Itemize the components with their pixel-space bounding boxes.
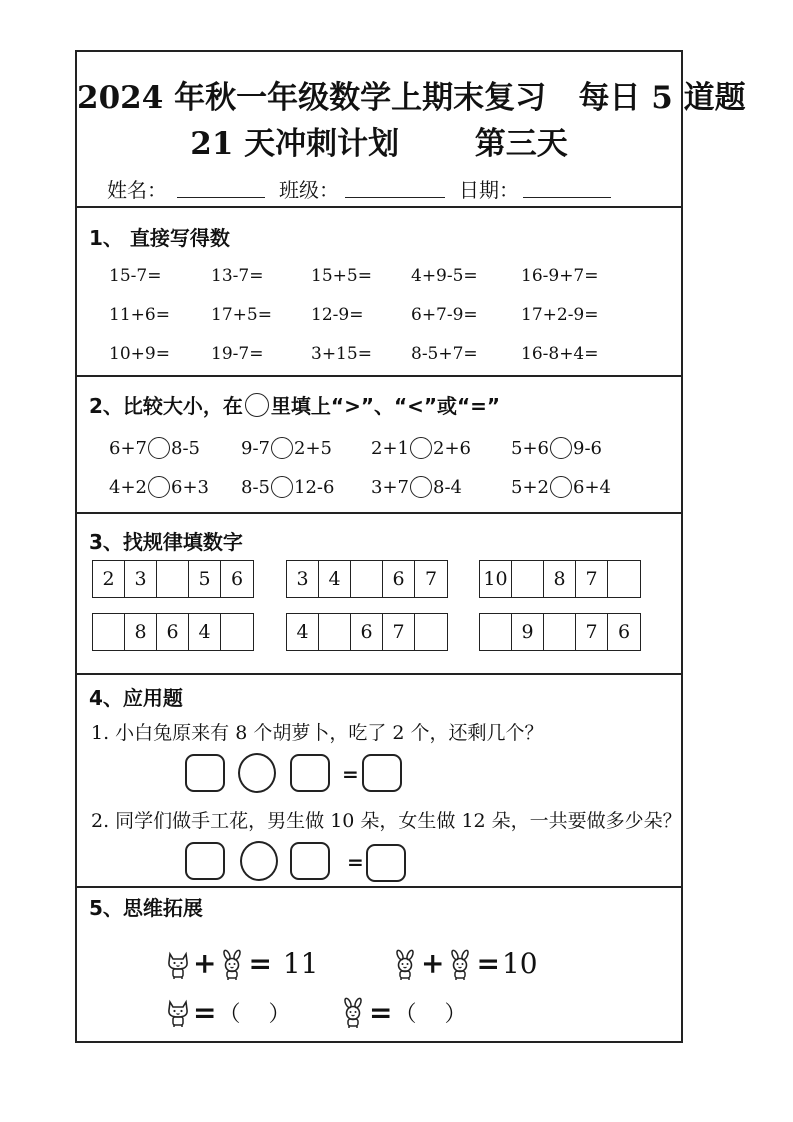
- sequence-row: [479, 560, 641, 598]
- rabbit-icon: [218, 946, 246, 981]
- calc-problem: 13-7=: [211, 266, 264, 286]
- sequence-cell: 4: [189, 614, 221, 650]
- date-blank[interactable]: [523, 197, 611, 198]
- sequence-cell: 8: [125, 614, 157, 650]
- calc-problem: 15+5=: [311, 266, 372, 286]
- name-label: 姓名：: [107, 178, 167, 202]
- right-expression: 2+5: [294, 437, 332, 459]
- section-2-title-b: 里填上“>”、“<”或“=”: [270, 394, 501, 418]
- divider: [77, 375, 681, 377]
- right-expression: 6+4: [573, 476, 611, 498]
- sequence-cell: 6: [351, 614, 383, 650]
- answer-box[interactable]: [290, 842, 330, 880]
- puzzle-answer-rabbit: [339, 996, 466, 1029]
- worksheet: [75, 50, 746, 1042]
- calc-problem: 17+5=: [211, 305, 272, 325]
- sequence-blank-cell[interactable]: [351, 561, 383, 597]
- right-expression: 2+6: [433, 437, 471, 459]
- sequence-blank-cell[interactable]: [480, 614, 512, 650]
- left-expression: 5+2: [511, 476, 549, 498]
- answer-blank[interactable]: （ ）: [394, 1002, 467, 1027]
- sequence-cell: 6: [617, 621, 631, 643]
- sequence-cell: 6: [157, 614, 189, 650]
- class-blank[interactable]: [345, 197, 445, 198]
- compare-circle[interactable]: [148, 476, 170, 498]
- divider: [77, 886, 681, 888]
- sequence-row: [286, 613, 448, 651]
- compare-circle[interactable]: [410, 476, 432, 498]
- result-box[interactable]: [366, 844, 406, 882]
- compare-problem: [511, 476, 611, 498]
- compare-problem: [511, 437, 602, 459]
- result-box[interactable]: [362, 754, 402, 792]
- equals-sign: =: [476, 946, 500, 980]
- sum-value: 10: [501, 946, 538, 980]
- left-expression: 4+2: [109, 476, 147, 498]
- sequence-cell: 7: [424, 568, 438, 590]
- sum-value: 11: [273, 946, 319, 980]
- equals-sign: =: [347, 850, 364, 874]
- right-expression: 8-5: [171, 437, 200, 459]
- compare-problem: [241, 476, 334, 498]
- calc-problem: 16-8+4=: [521, 344, 599, 364]
- calc-problem: 6+7-9=: [411, 305, 478, 325]
- cat-icon: [165, 998, 191, 1028]
- left-expression: 8-5: [241, 476, 270, 498]
- compare-circle[interactable]: [271, 437, 293, 459]
- sequence-cell: 7: [383, 614, 415, 650]
- left-expression: 5+6: [511, 437, 549, 459]
- sequence-row: [92, 560, 254, 598]
- sequence-cell: 7: [576, 614, 608, 650]
- sequence-cell: 4: [319, 561, 351, 597]
- sequence-cell: 10: [480, 561, 512, 597]
- sequence-blank-cell[interactable]: [512, 561, 544, 597]
- divider: [77, 206, 681, 208]
- section-5-title: 5、思维拓展: [89, 896, 203, 920]
- compare-problem: [109, 437, 200, 459]
- calc-problem: 8-5+7=: [411, 344, 478, 364]
- puzzle-equation-1: [165, 946, 318, 981]
- compare-problem: [371, 437, 471, 459]
- name-blank[interactable]: [177, 197, 265, 198]
- calc-problem: 10+9=: [109, 344, 170, 364]
- sequence-cell: 2: [93, 561, 125, 597]
- compare-circle[interactable]: [148, 437, 170, 459]
- equals-sign: =: [248, 946, 272, 980]
- answer-box[interactable]: [185, 754, 225, 792]
- section-2-title-a: 2、比较大小，在: [89, 394, 243, 418]
- sequence-blank-cell[interactable]: [157, 561, 189, 597]
- title-line-1: 2024 年秋一年级数学上期末复习 每日 5 道题: [77, 80, 746, 116]
- sequence-blank-cell[interactable]: [221, 614, 253, 650]
- rabbit-icon: [391, 946, 419, 981]
- sequence-blank-cell[interactable]: [544, 614, 576, 650]
- divider: [77, 673, 681, 675]
- calc-problem: 11+6=: [109, 305, 170, 325]
- bottom-border: [75, 1041, 683, 1043]
- puzzle-equation-2: [391, 946, 538, 981]
- sequence-cell: 5: [189, 561, 221, 597]
- question-2: 2. 同学们做手工花，男生做 10 朵，女生做 12 朵，一共要做多少朵？: [91, 810, 682, 832]
- sequence-row: [479, 613, 641, 651]
- answer-blank[interactable]: （ ）: [218, 1002, 291, 1027]
- sequence-row: [286, 560, 448, 598]
- title-line-2: 21 天冲刺计划 第三天: [190, 126, 568, 162]
- left-expression: 6+7: [109, 437, 147, 459]
- left-expression: 2+1: [371, 437, 409, 459]
- right-expression: 9-6: [573, 437, 602, 459]
- compare-circle[interactable]: [410, 437, 432, 459]
- calc-problem: 17+2-9=: [521, 305, 599, 325]
- compare-problem: [109, 476, 209, 498]
- class-label: 班级：: [279, 178, 339, 202]
- section-4-title: 4、应用题: [89, 686, 183, 710]
- date-label: 日期：: [459, 178, 519, 202]
- divider: [77, 512, 681, 514]
- compare-circle[interactable]: [550, 476, 572, 498]
- sequence-cell: 6: [230, 568, 244, 590]
- compare-circle[interactable]: [271, 476, 293, 498]
- sequence-blank-cell[interactable]: [415, 614, 447, 650]
- answer-box[interactable]: [290, 754, 330, 792]
- operator-circle[interactable]: [238, 753, 276, 793]
- sequence-row: [92, 613, 254, 651]
- section-3-title: 3、找规律填数字: [89, 530, 243, 554]
- plus-sign: +: [193, 946, 217, 980]
- calc-problem: 12-9=: [311, 305, 364, 325]
- equals-sign: =: [342, 762, 359, 786]
- cat-icon: [165, 947, 191, 981]
- sequence-blank-cell[interactable]: [93, 614, 125, 650]
- right-expression: 6+3: [171, 476, 209, 498]
- plus-sign: +: [421, 946, 445, 980]
- calc-problem: 3+15=: [311, 344, 372, 364]
- circle-icon: [245, 393, 269, 417]
- sequence-cell: 6: [383, 561, 415, 597]
- section-1-title: 1、 直接写得数: [89, 226, 230, 250]
- right-expression: 12-6: [294, 476, 335, 498]
- sequence-cell: 3: [125, 561, 157, 597]
- compare-problem: [241, 437, 332, 459]
- right-expression: 8-4: [433, 476, 462, 498]
- answer-box[interactable]: [185, 842, 225, 880]
- rabbit-icon: [446, 946, 474, 981]
- sequence-cell: 8: [544, 561, 576, 597]
- rabbit-icon: [339, 997, 367, 1029]
- sequence-blank-cell[interactable]: [319, 614, 351, 650]
- calc-problem: 15-7=: [109, 266, 162, 286]
- calc-problem: 4+9-5=: [411, 266, 478, 286]
- sequence-cell: 4: [287, 614, 319, 650]
- sequence-blank-cell[interactable]: [608, 561, 640, 597]
- question-1: 1. 小白兔原来有 8 个胡萝卜，吃了 2 个，还剩几个？: [91, 722, 544, 744]
- sequence-cell: 3: [287, 561, 319, 597]
- operator-circle[interactable]: [240, 841, 278, 881]
- section-2-title: [89, 390, 500, 419]
- sequence-cell: 9: [512, 614, 544, 650]
- sequence-cell: 7: [576, 561, 608, 597]
- compare-circle[interactable]: [550, 437, 572, 459]
- calc-problem: 16-9+7=: [521, 266, 599, 286]
- calc-problem: 19-7=: [211, 344, 264, 364]
- equals-sign: =: [193, 996, 217, 1029]
- compare-problem: [371, 476, 462, 498]
- puzzle-answer-cat: [165, 996, 290, 1029]
- equals-sign: =: [369, 996, 393, 1029]
- left-expression: 3+7: [371, 476, 409, 498]
- left-expression: 9-7: [241, 437, 270, 459]
